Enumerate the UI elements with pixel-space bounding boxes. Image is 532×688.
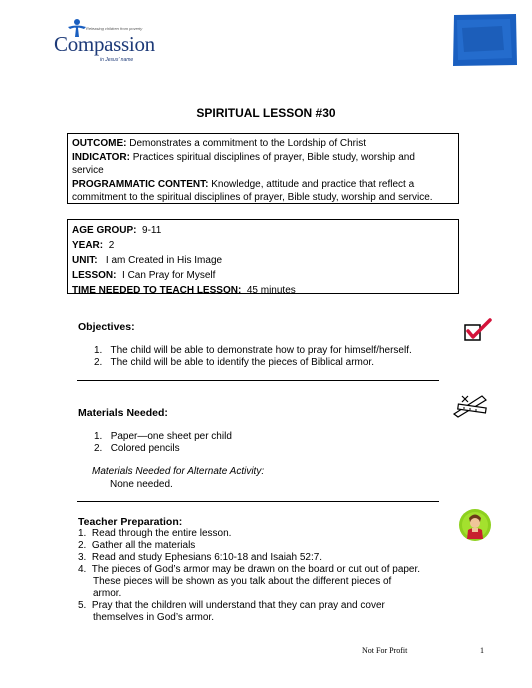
indicator-value-cont: service: [72, 165, 104, 176]
preparation-item: 4. The pieces of God’s armor may be drawn on the board or cut out of paper.: [78, 564, 421, 575]
alt-materials-title: Materials Needed for Alternate Activity:: [92, 466, 265, 477]
year-line: [72, 239, 454, 252]
pencil-ruler-icon: [452, 392, 488, 418]
time-line: [72, 284, 454, 297]
time-value: 45 minutes: [246, 285, 296, 296]
age-group-value: 9-11: [142, 225, 162, 236]
objectives-title: Objectives:: [78, 321, 135, 333]
objective-item-text: The child will be able to identify the pieces of Biblical armor.: [110, 357, 374, 368]
objective-item: 2. The child will be able to identify the pieces of Biblical armor.: [94, 357, 374, 368]
preparation-item-cont: armor.: [93, 588, 122, 599]
logo-wordmark: Compassion: [54, 32, 155, 56]
preparation-item-text: The pieces of God’s armor may be drawn on the board or cut out of paper.: [91, 564, 421, 575]
lesson-value: I Can Pray for Myself: [122, 270, 216, 281]
indicator-label: INDICATOR:: [72, 152, 130, 163]
material-item: 1. Paper—one sheet per child: [94, 431, 232, 442]
section-divider: [77, 501, 439, 502]
content-label: PROGRAMMATIC CONTENT:: [72, 179, 209, 190]
unit-label: UNIT:: [72, 255, 98, 266]
alt-materials-value: None needed.: [110, 479, 173, 490]
year-value: 2: [108, 240, 115, 251]
age-group-line: [72, 224, 454, 237]
lesson-details-box: [67, 219, 459, 294]
preparation-item-text: Pray that the children will understand that they can pray and cover: [91, 600, 385, 611]
preparation-item: 2. Gather all the materials: [78, 540, 196, 551]
lesson-line: [72, 269, 454, 282]
outcome-line: [72, 137, 454, 150]
objective-item-text: The child will be able to demonstrate how to pray for himself/herself.: [110, 345, 412, 356]
year-label: YEAR:: [72, 240, 104, 251]
preparation-item: 5. Pray that the children will understand that they can pray and cover: [78, 600, 385, 611]
outcome-value: Demonstrates a commitment to the Lordship of Christ: [129, 138, 366, 149]
logo-tagline: Releasing children from poverty: [86, 26, 143, 31]
content-value: Knowledge, attitude and practice that reflect a: [211, 179, 415, 190]
lesson-label: LESSON:: [72, 270, 117, 281]
preparation-item-text: Read and study Ephesians 6:10-18 and Isaiah 52:7.: [91, 552, 323, 563]
page-number: 1: [480, 646, 484, 655]
materials-title: Materials Needed:: [78, 407, 168, 419]
blue-paint-block: [452, 14, 517, 66]
unit-line: [72, 254, 454, 267]
preparation-title: Teacher Preparation:: [78, 516, 183, 528]
preparation-item-cont: themselves in God’s armor.: [93, 612, 214, 623]
preparation-item: 1. Read through the entire lesson.: [78, 528, 232, 539]
outcome-label: OUTCOME:: [72, 138, 127, 149]
page-title: SPIRITUAL LESSON #30: [196, 106, 336, 120]
indicator-value: Practices spiritual disciplines of prayer, Bible study, worship and: [132, 152, 415, 163]
checkbox-check-icon: [464, 318, 492, 342]
material-item-text: Paper—one sheet per child: [110, 431, 232, 442]
footer-note: Not For Profit: [362, 646, 408, 655]
material-item-text: Colored pencils: [110, 443, 180, 454]
logo-subline: in Jesus' name: [100, 57, 134, 63]
content-line: [72, 178, 454, 204]
preparation-item-cont: These pieces will be shown as you talk about the different pieces of: [93, 576, 392, 587]
outcome-box: [67, 133, 459, 204]
material-item: 2. Colored pencils: [94, 443, 180, 454]
preparation-item: 3. Read and study Ephesians 6:10-18 and Isaiah 52:7.: [78, 552, 323, 563]
section-divider: [77, 380, 439, 381]
content-value-cont: commitment to the spiritual disciplines of prayer, Bible study, worship and service.: [72, 192, 433, 203]
indicator-line: [72, 151, 454, 177]
teacher-icon: [458, 508, 492, 542]
objective-item: 1. The child will be able to demonstrate how to pray for himself/herself.: [94, 345, 412, 356]
preparation-item-text: Read through the entire lesson.: [91, 528, 232, 539]
preparation-item-text: Gather all the materials: [91, 540, 196, 551]
time-label: TIME NEEDED TO TEACH LESSON:: [72, 285, 242, 296]
unit-value: I am Created in His Image: [105, 255, 223, 266]
age-group-label: AGE GROUP:: [72, 225, 137, 236]
